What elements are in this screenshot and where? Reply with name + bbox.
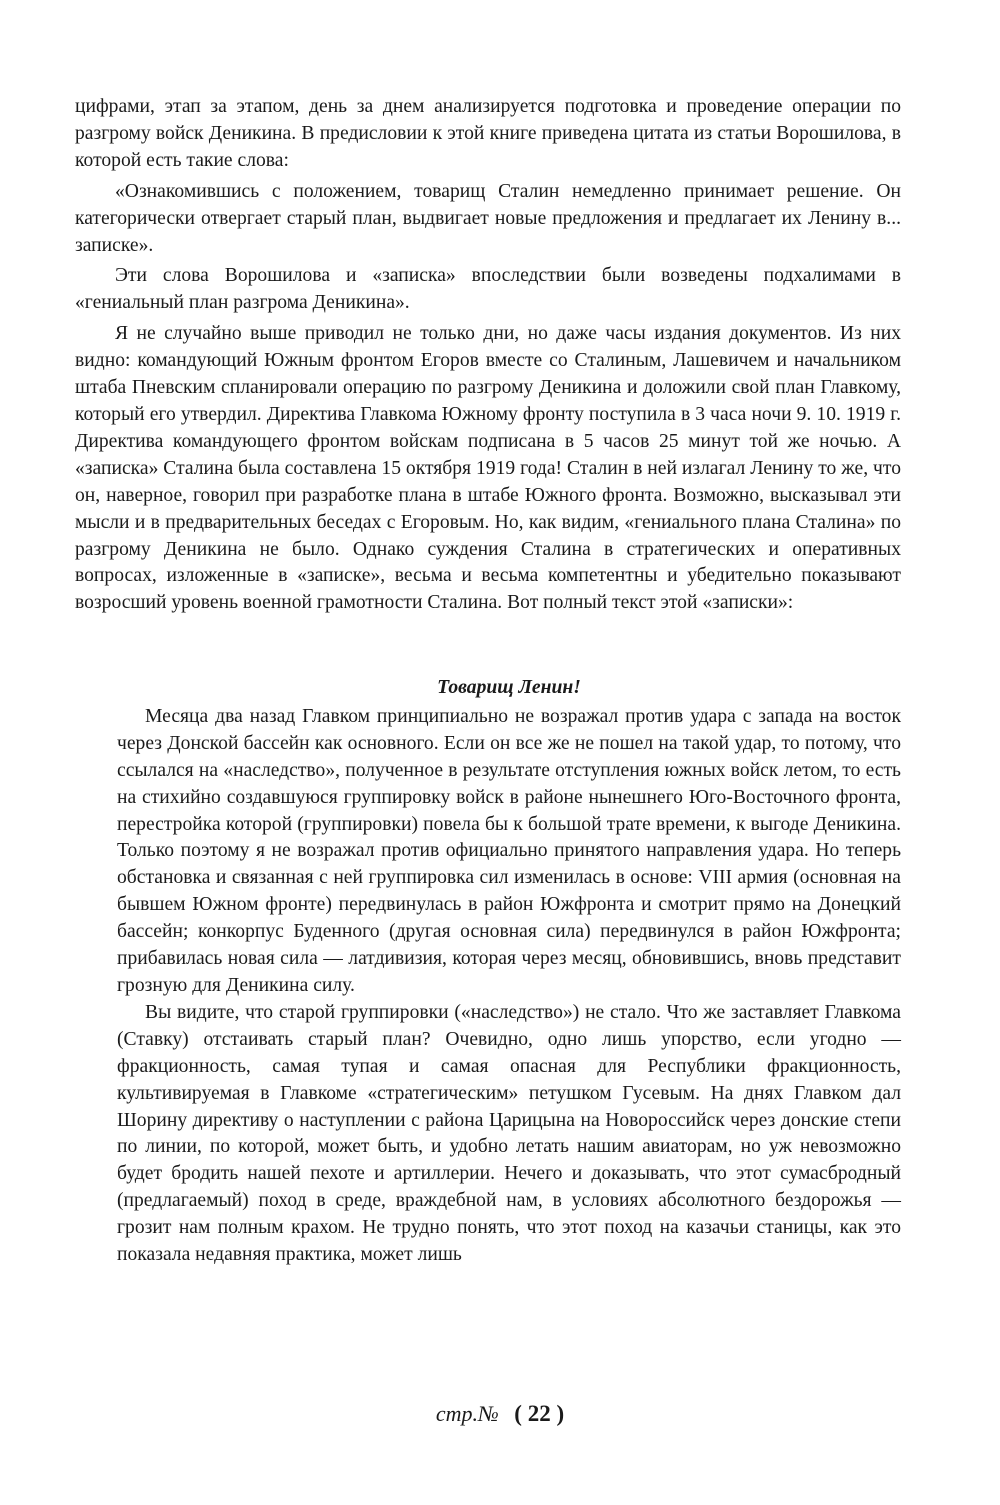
quoted-letter: [117, 675, 901, 1269]
paragraph: Я не случайно выше приводил не только дни, но даже часы издания документов. Из них видно: командующий Южным фронтом Егоров вместе со Сталиным, Лашевичем и начальником штаба Пневским спланировали операцию по разгрому Деникина и доложили свой план Главкому, который его утвердил. Директива Главкома Южному фронту поступила в 3 часа ночи 9. 10. 1919 г. Директива командующего фронтом войскам подписана в 5 часов 25 минут той же ночью. А «записка» Сталина была составлена 15 октября 1919 года! Сталин в ней излагал Ленину то же, что он, наверное, говорил при разработке плана в штабе Южного фронта. Возможно, высказывал эти мысли и в предварительных беседах с Егоровым. Но, как видим, «гениального плана Сталина» по разгрому Деникина не было. Однако суждения Сталина в стратегических и оперативных вопросах, изложенные в «записке», весьма и весьма компетентны и убедительно показывают возросший уровень военной грамотности Сталина. Вот полный текст этой «записки»:: [75, 323, 901, 614]
letter-title: Товарищ Ленин!: [437, 677, 581, 698]
page-number: ( 22 ): [514, 1401, 565, 1426]
letter-paragraph: Вы видите, что старой группировки («наследство») не стало. Что же заставляет Главкома (Ставку) отстаивать старый план? Очевидно, одно лишь упорство, если угодно — фракционность, самая тупая и самая опасная для Республики фракционность, культивируемая в Главкоме «стратегическим» петушком Гусевым. На днях Главком дал Шорину директиву о наступлении с района Царицына на Новороссийск через донские степи по линии, по которой, может быть, и удобно летать нашим авиаторам, но уж невозможно будет бродить нашей пехоте и артиллерии. Нечего и доказывать, что этот сумасбродный (предлагаемый) поход в среде, враждебной нам, в условиях абсолютного бездорожья — грозит нам полным крахом. Не трудно понять, что этот поход на казачьи станицы, как это показала недавняя практика, может лишь: [117, 1001, 901, 1266]
page-footer: [0, 1401, 1000, 1427]
paragraph: цифрами, этап за этапом, день за днем анализируется подготовка и проведение операции по разгрому войск Деникина. В предисловии к этой книге приведена цитата из статьи Ворошилова, в которой есть такие слова:: [75, 96, 901, 171]
page-number-prefix: стр.№: [435, 1401, 499, 1426]
paragraph: Эти слова Ворошилова и «записка» впоследствии были возведены подхалимами в «гениальный план разгрома Деникина».: [75, 265, 901, 314]
main-text: [75, 94, 901, 617]
paragraph: «Ознакомившись с положением, товарищ Сталин немедленно принимает решение. Он категорически отвергает старый план, выдвигает новые предложения и предлагает их Ленину в... записке».: [75, 180, 901, 256]
letter-paragraph: Месяца два назад Главком принципиально не возражал против удара с запада на восток через Донской бассейн как основного. Если он все же не пошел на такой удар, то потому, что ссылался на «наследство», полученное в результате отступления южных войск летом, то есть на стихийно создавшуюся группировку войск в районе нынешнего Юго-Восточного фронта, перестройка которой (группировки) повела бы к большой трате времени, к выгоде Деникина. Только поэтому я не возражал против официально принятого направления удара. Но теперь обстановка и связанная с ней группировка сил изменилась в основе: VIII армия (основная на бывшем Южном фронте) передвинулась в район Южфронта и смотрит прямо на Донецкий бассейн; конкорпус Буденного (другая основная сила) передвинулся в район Южфронта; прибавилась новая сила — латдивизия, которая через месяц, обновившись, вновь представит грозную для Деникина силу.: [117, 705, 901, 996]
